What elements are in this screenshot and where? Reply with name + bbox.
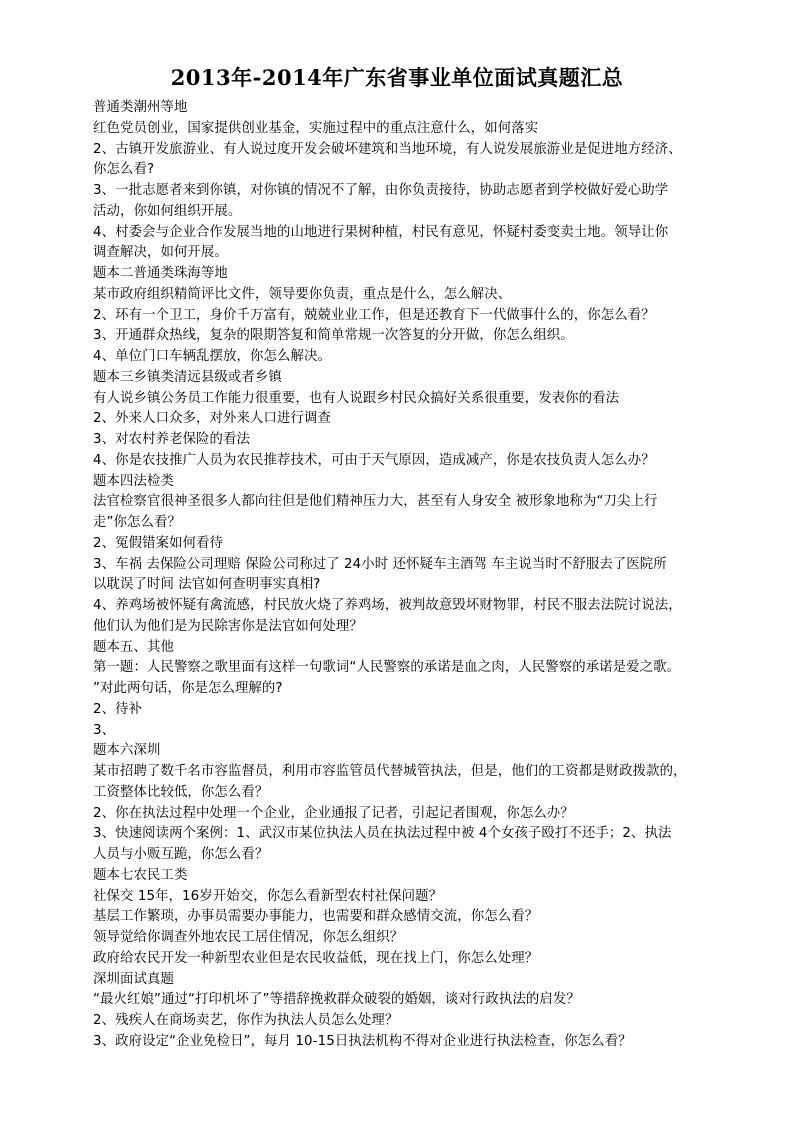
section-heading: 深圳面试真题 [93,971,174,987]
question-line: 3、 [93,722,116,738]
question-line: 3、一批志愿者来到你镇，对你镇的情况不了解，由你负责接待，协助志愿者到学校做好爱心助学 [93,183,669,198]
document-title: 2013年-2014年广东省事业单位面试真题汇总 [170,65,624,90]
question-line: 某市招聘了数千名市容监督员，利用市容监管员代替城管执法，但是，他们的工资都是财政拨款的， [93,764,687,779]
question-line: 2、你在执法过程中处理一个企业，企业通报了记者，引起记者围观，你怎么办？ [93,805,574,821]
question-line: 3、开通群众热线，复杂的限期答复和简单常规一次答复的分开做，你怎么组织。 [93,328,574,344]
question-line: 法官检察官很神圣很多人都向往但是他们精神压力大，甚至有人身安全 被形象地称为“刀尖上行 [93,494,658,510]
question-line: 政府给农民开发一种新型农业但是农民收益低，现在找上门，你怎么处理？ [93,950,539,966]
question-line: “最火红娘”通过“打印机坏了”等措辞挽救群众破裂的婚姻，谈对行政执法的启发？ [93,992,580,1008]
section-heading: 题本二普通类珠海等地 [93,266,228,281]
question-line: 基层工作繁琐，办事员需要办事能力，也需要和群众感情交流，你怎么看？ [93,909,539,925]
question-line: 3、政府设定“企业免检日”，每月 10-15日执法机构不得对企业进行执法检查，你怎么看？ [93,1033,632,1049]
section-heading: 题本七农民工类 [93,867,188,883]
question-line: 第一题：人民警察之歌里面有这样一句歌词“人民警察的承诺是血之肉，人民警察的承诺是爱之歌。 [93,660,681,676]
question-line: 走”你怎么看？ [93,515,181,530]
question-line: 人员与小贩互跪，你怎么看？ [93,847,269,862]
question-line: 调查解决，如何开展。 [93,245,228,261]
question-line: ”对此两句话，你是怎么理解的? [93,681,283,696]
question-line: 2、外来人口众多，对外来人口进行调查 [93,411,331,427]
question-line: 以耽误了时间 法官如何查明事实真相? [93,577,321,593]
question-line: 2、冤假错案如何看待 [93,535,224,551]
section-heading: 题本六深圳 [93,743,161,759]
document-body [93,98,723,1053]
question-line: 4、单位门口车辆乱摆放，你怎么解决。 [93,349,331,364]
section-heading: 题本四法检类 [93,473,174,489]
question-line: 社保交 15年，16岁开始交，你怎么看新型农村社保问题？ [93,888,443,904]
question-line: 他们认为他们是为民除害你是法官如何处理？ [93,618,363,634]
question-line: 工资整体比较低，你怎么看？ [93,784,269,800]
question-line: 3、车祸 去保险公司理赔 保险公司称过了 24小时 还怀疑车主酒驾 车主说当时不舒服去了医院所 [93,556,667,572]
question-line: 红色党员创业，国家提供创业基金，实施过程中的重点注意什么，如何落实 [93,120,539,136]
question-line: 某市政府组织精简评比文件，领导要你负责，重点是什么，怎么解决、 [93,286,512,302]
question-line: 2、古镇开发旅游业、有人说过度开发会破坏建筑和当地环境，有人说发展旅游业是促进地方经济、 [93,141,682,157]
question-line: 3、快速阅读两个案例：1、武汉市某位执法人员在执法过程中被 4个女孩子殴打不还手；2、执法 [93,826,672,842]
question-line: 2、环有一个卫工，身价千万富有，兢兢业业工作，但是还教育下一代做事什么的，你怎么看？ [93,307,655,323]
section-heading: 普通类潮州等地 [93,100,188,115]
question-line: 活动，你如何组织开展。 [93,203,242,219]
question-line: 3、对农村养老保险的看法 [93,432,251,447]
question-line: 4、你是农技推广人员为农民推荐技术，可由于天气原因，造成减产，你是农技负责人怎么办？ [93,452,655,468]
section-heading: 题本五、其他 [93,639,174,655]
question-line: 领导觉给你调查外地农民工居住情况，你怎么组织？ [93,930,404,945]
question-line: 4、养鸡场被怀疑有禽流感，村民放火烧了养鸡场，被判故意毁坏财物罪，村民不服去法院讨说法， [93,598,682,613]
question-line: 有人说乡镇公务员工作能力很重要，也有人说跟乡村民众搞好关系很重要，发表你的看法 [93,390,620,406]
question-line: 2、待补 [93,701,143,717]
question-line: 2、残疾人在商场卖艺，你作为执法人员怎么处理？ [93,1013,399,1028]
section-heading: 题本三乡镇类清远县级或者乡镇 [93,369,282,385]
question-line: 你怎么看? [93,162,155,178]
question-line: 4、村委会与企业合作发展当地的山地进行果树种植，村民有意见，怀疑村委变卖土地。领导让你 [93,224,669,240]
